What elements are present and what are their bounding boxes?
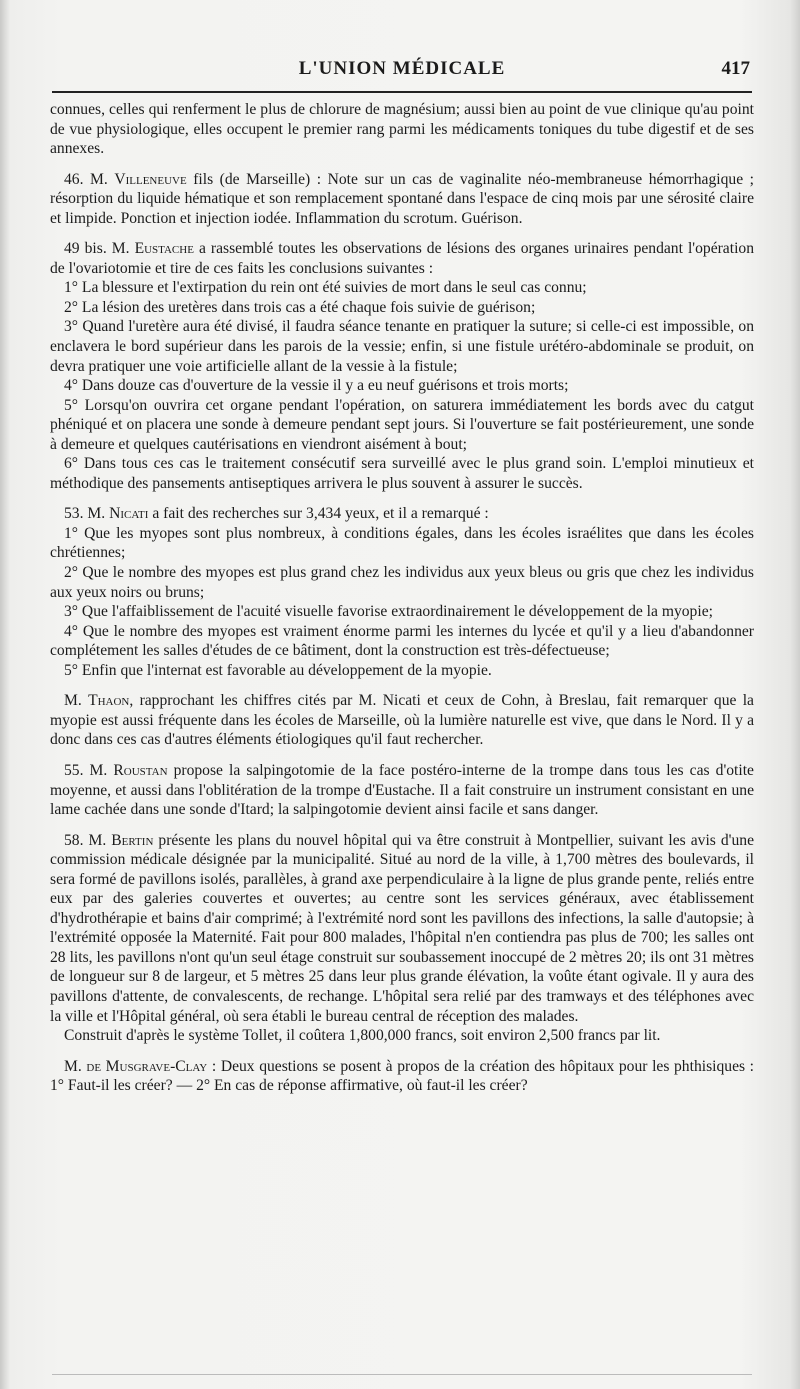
list-item: 4° Que le nombre des myopes est vraiment énorme parmi les internes du lycée et qu'il y a lieu d'abandonner complétement les salles d'études de ce bâtiment, dont la construction est très-défectueuse; bbox=[50, 622, 754, 660]
author-name: Bertin bbox=[111, 831, 154, 849]
entry-number: 58. M. bbox=[64, 831, 112, 849]
paragraph-cost: Construit d'après le système Tollet, il coûtera 1,800,000 francs, soit environ 2,500 francs par lit. bbox=[64, 1027, 661, 1045]
entry-number: 53. M. bbox=[64, 505, 110, 523]
paragraph-thaon bbox=[50, 691, 754, 750]
list-item: 2° La lésion des uretères dans trois cas a été chaque fois suivie de guérison; bbox=[64, 298, 536, 316]
entry-text: a fait des recherches sur 3,434 yeux, et il a remarqué : bbox=[148, 505, 489, 523]
list-item: 6° Dans tous ces cas le traitement consécutif sera surveillé avec le plus grand soin. L'emploi minutieux et méthodique des pansements antiseptiques arrivera le plus souvent à assurer le succès. bbox=[50, 455, 754, 492]
paragraph-nicati bbox=[50, 504, 754, 524]
author-name: Villeneuve bbox=[114, 170, 187, 188]
list-item: 4° Dans douze cas d'ouverture de la vessie il y a eu neuf guérisons et trois morts; bbox=[64, 377, 569, 395]
paragraph-continuation: connues, celles qui renferment le plus de chlorure de magnésium; aussi bien au point de vue clinique qu'au point de vue physiologique, elles occupent le premier rang parmi les médicaments toniques du tube digestif et de ses annexes. bbox=[50, 101, 754, 158]
author-name: Eustache bbox=[134, 240, 194, 258]
running-header bbox=[52, 56, 752, 86]
list-item: 1° La blessure et l'extirpation du rein ont été suivies de mort dans le seul cas connu; bbox=[64, 279, 587, 297]
list-item: 5° Lorsqu'on ouvrira cet organe pendant l'opération, on saturera immédiatement les bords avec du catgut phéniqué et on placera une sonde à demeure pendant sept jours. Si l'ouverture se fait postérieurement, une sonde à demeure et quelques cautérisations en viendront aisément à bout; bbox=[50, 396, 754, 453]
entry-number: M. bbox=[64, 692, 89, 710]
entry-text: fils (de Marseille) : Note sur un cas de vaginalite néo-membraneuse hémorrhagique ; résorption du liquide hématique et son remplacement spontané dans l'espace de cinq mois par une sérosité claire et limpide. Ponction et injection iodée. Inflammation du scrotum. Guérison. bbox=[50, 170, 754, 227]
paragraph-eustache bbox=[50, 239, 754, 278]
list-item: 3° Que l'affaiblissement de l'acuité visuelle favorise extraordinairement le développement de la myopie; bbox=[64, 603, 713, 621]
entry-text: présente les plans du nouvel hôpital qui va être construit à Montpellier, suivant les avis d'une commission médicale désignée par la municipalité. Situé au nord de la ville, à 1,700 mètres des boulevards, il sera formé de pavillons isolés, parallèles, à grand axe perpendiculaire à la ligne de plus grande pente, reliés entre eux par des galeries couvertes et ouvertes; au centre sont les services généraux, avec établissement d'hydrothérapie et bains d'air comprimé; à l'extrémité nord sont les pavillons des infections, la salle d'autopsie; à l'extrémité opposée la Maternité. Fait pour 800 malades, l'hôpital n'en contiendra pas plus de 700; les salles ont 28 lits, les pavillons n'ont qu'un seul étage construit sur soubassement inoccupé de 2 mètres 20; ils ont 31 mètres de longueur sur 8 de largeur, et 5 mètres 25 dans leur plus grande élévation, la voûte étant ogivale. Il y aura des pavillons d'attente, de convalescents, de rechange. L'hôpital sera relié par des tramways et des téléphones avec la ville et l'Hôpital général, où sera établi le bureau central de réception des malades. bbox=[50, 831, 754, 1025]
paragraph-bertin bbox=[50, 831, 754, 1026]
author-name: Roustan bbox=[113, 761, 168, 779]
entry-text: : Deux questions se posent à propos de la création des hôpitaux pour les phthisiques : 1° Faut-il les créer? — 2° En cas de réponse affirmative, où faut-il les créer? bbox=[50, 1057, 754, 1095]
header-rule bbox=[52, 91, 752, 93]
entry-number: 46. M. bbox=[64, 170, 115, 188]
bottom-edge-rule bbox=[52, 1374, 752, 1375]
entry-number: 49 bis. M. bbox=[64, 240, 135, 258]
entry-number: 55. M. bbox=[64, 761, 114, 779]
list-item: 1° Que les myopes sont plus nombreux, à conditions égales, dans les écoles israélites que dans les écoles chrétiennes; bbox=[50, 524, 754, 562]
entry-text: a rassemblé toutes les observations de lésions des organes urinaires pendant l'opération de l'ovariotomie et tire de ces faits les conclusions suivantes : bbox=[50, 240, 754, 277]
entry-number: M. bbox=[64, 1057, 87, 1075]
paragraph-roustan bbox=[50, 761, 754, 820]
paragraph-villeneuve bbox=[50, 170, 754, 229]
paragraph-musgrave-clay bbox=[50, 1057, 754, 1096]
page-number: 417 bbox=[721, 58, 750, 79]
article-body bbox=[50, 100, 754, 1096]
journal-title: L'UNION MÉDICALE bbox=[298, 58, 506, 79]
entry-text: propose la salpingotomie de la face postéro-interne de la trompe dans tous les cas d'otite moyenne, et aussi dans l'oblitération de la trompe d'Eustache. Il a fait construire un instrument consistant en une lame cachée dans une sonde d'Itard; la salpingotomie devient ainsi facile et sans danger. bbox=[50, 761, 754, 819]
entry-text: , rapprochant les chiffres cités par M. Nicati et ceux de Cohn, à Breslau, fait remarquer que la myopie est aussi fréquente dans les écoles de Marseille, où la lumière naturelle est vive, que dans le Nord. Il y a donc dans ces cas d'autres éléments étiologiques qu'il faut rechercher. bbox=[50, 692, 754, 749]
list-item: 2° Que le nombre des myopes est plus grand chez les individus aux yeux bleus ou gris que chez les individus aux yeux noirs ou bruns; bbox=[50, 564, 754, 601]
list-item: 5° Enfin que l'internat est favorable au développement de la myopie. bbox=[64, 661, 492, 679]
author-name: Nicati bbox=[109, 505, 149, 523]
list-item: 3° Quand l'uretère aura été divisé, il faudra séance tenante en pratiquer la suture; si celle-ci est impossible, on enclavera le bord supérieur dans les parois de la vessie; enfin, si une fistule urétéro-abdominale se produit, on devra pratiquer une voie artificielle allant de la vessie à la fistule; bbox=[50, 318, 754, 375]
author-name: Thaon bbox=[88, 692, 130, 710]
author-name: de Musgrave-Clay bbox=[86, 1057, 208, 1075]
